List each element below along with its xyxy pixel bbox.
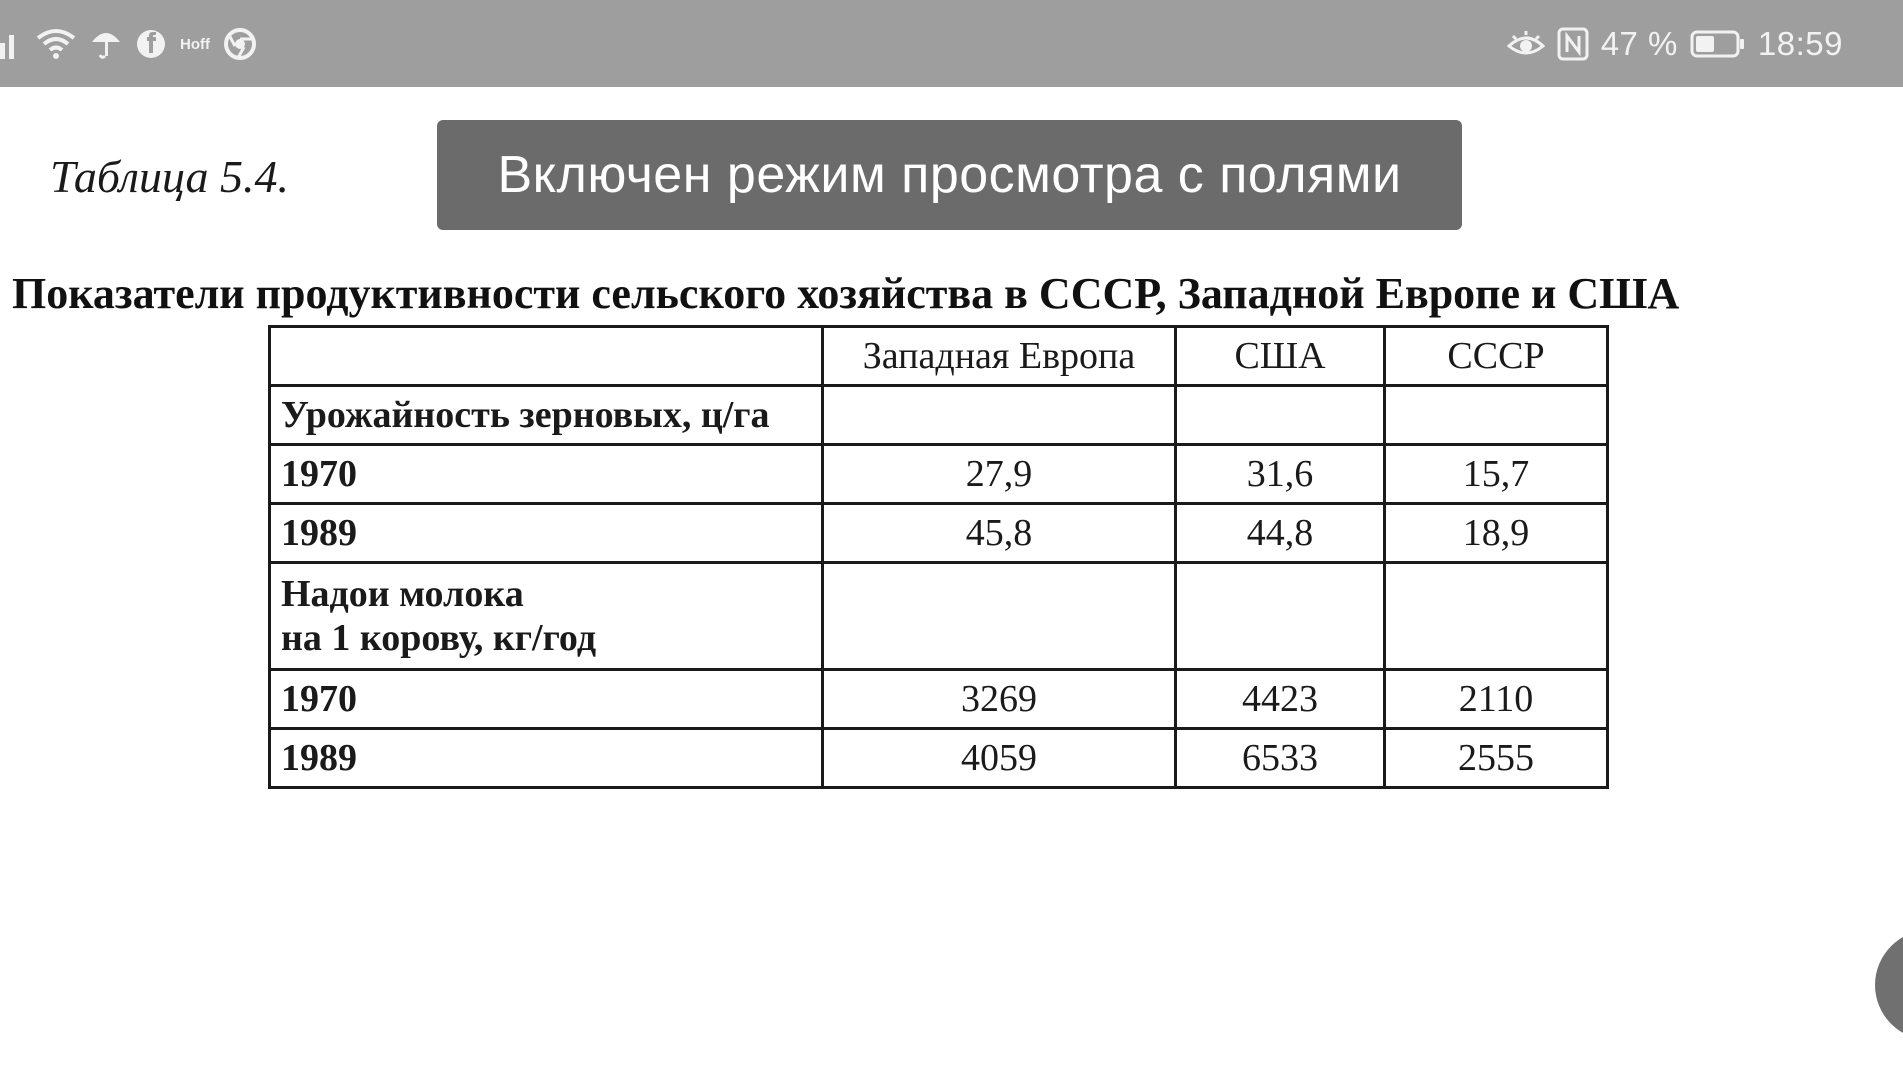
table-cell: 27,9 — [823, 445, 1176, 504]
table-cell: 2110 — [1385, 670, 1608, 729]
battery-percent: 47 % — [1600, 25, 1678, 62]
table-cell — [1176, 386, 1385, 445]
row-label — [270, 563, 823, 670]
row-label: 1989 — [270, 504, 823, 563]
clock: 18:59 — [1757, 25, 1843, 62]
row-label-line2: на 1 корову, кг/год — [281, 617, 597, 659]
table-cell — [823, 563, 1176, 670]
table-cell: 4423 — [1176, 670, 1385, 729]
chrome-icon — [224, 28, 256, 60]
table-label: Таблица 5.4. — [50, 151, 290, 202]
table-cell — [1385, 563, 1608, 670]
table-row — [270, 563, 1608, 670]
table-row — [270, 386, 1608, 445]
status-left-icons — [0, 22, 256, 66]
hoff-label: Hoff — [180, 35, 210, 53]
wifi-icon — [36, 28, 76, 60]
data-table — [268, 325, 1609, 789]
table-cell: 4059 — [823, 729, 1176, 788]
signal-icon — [0, 29, 22, 59]
table-row — [270, 670, 1608, 729]
table-cell: 6533 — [1176, 729, 1385, 788]
document-title: Показатели продуктивности сельского хозяйства в СССР, Западной Европе и США — [12, 269, 1680, 318]
table-cell — [1385, 386, 1608, 445]
eye-icon — [1507, 30, 1545, 58]
table-cell: 45,8 — [823, 504, 1176, 563]
table-cell: 3269 — [823, 670, 1176, 729]
table-cell: 31,6 — [1176, 445, 1385, 504]
table-row — [270, 445, 1608, 504]
toast-notification: Включен режим просмотра с полями — [437, 120, 1462, 230]
row-label: 1970 — [270, 445, 823, 504]
header-cell-western-europe: Западная Европа — [823, 327, 1176, 386]
header-cell-empty — [270, 327, 823, 386]
table-cell — [1176, 563, 1385, 670]
umbrella-icon — [90, 28, 122, 60]
row-label-line1: Надои молока — [281, 573, 524, 615]
table-cell: 2555 — [1385, 729, 1608, 788]
table-row — [270, 504, 1608, 563]
status-bar — [0, 0, 1903, 87]
header-cell-usa: США — [1176, 327, 1385, 386]
battery-icon — [1690, 30, 1746, 58]
header-cell-ussr: СССР — [1385, 327, 1608, 386]
nfc-icon — [1557, 27, 1589, 61]
table-cell — [823, 386, 1176, 445]
row-label: 1970 — [270, 670, 823, 729]
table-cell: 18,9 — [1385, 504, 1608, 563]
table-header-row — [270, 327, 1608, 386]
table-cell: 44,8 — [1176, 504, 1385, 563]
floating-edge-button[interactable] — [1875, 930, 1903, 1040]
table-cell: 15,7 — [1385, 445, 1608, 504]
facebook-icon — [136, 29, 166, 59]
row-label: 1989 — [270, 729, 823, 788]
table-row — [270, 729, 1608, 788]
status-right-icons — [1507, 22, 1843, 66]
row-label: Урожайность зерновых, ц/га — [270, 386, 823, 445]
